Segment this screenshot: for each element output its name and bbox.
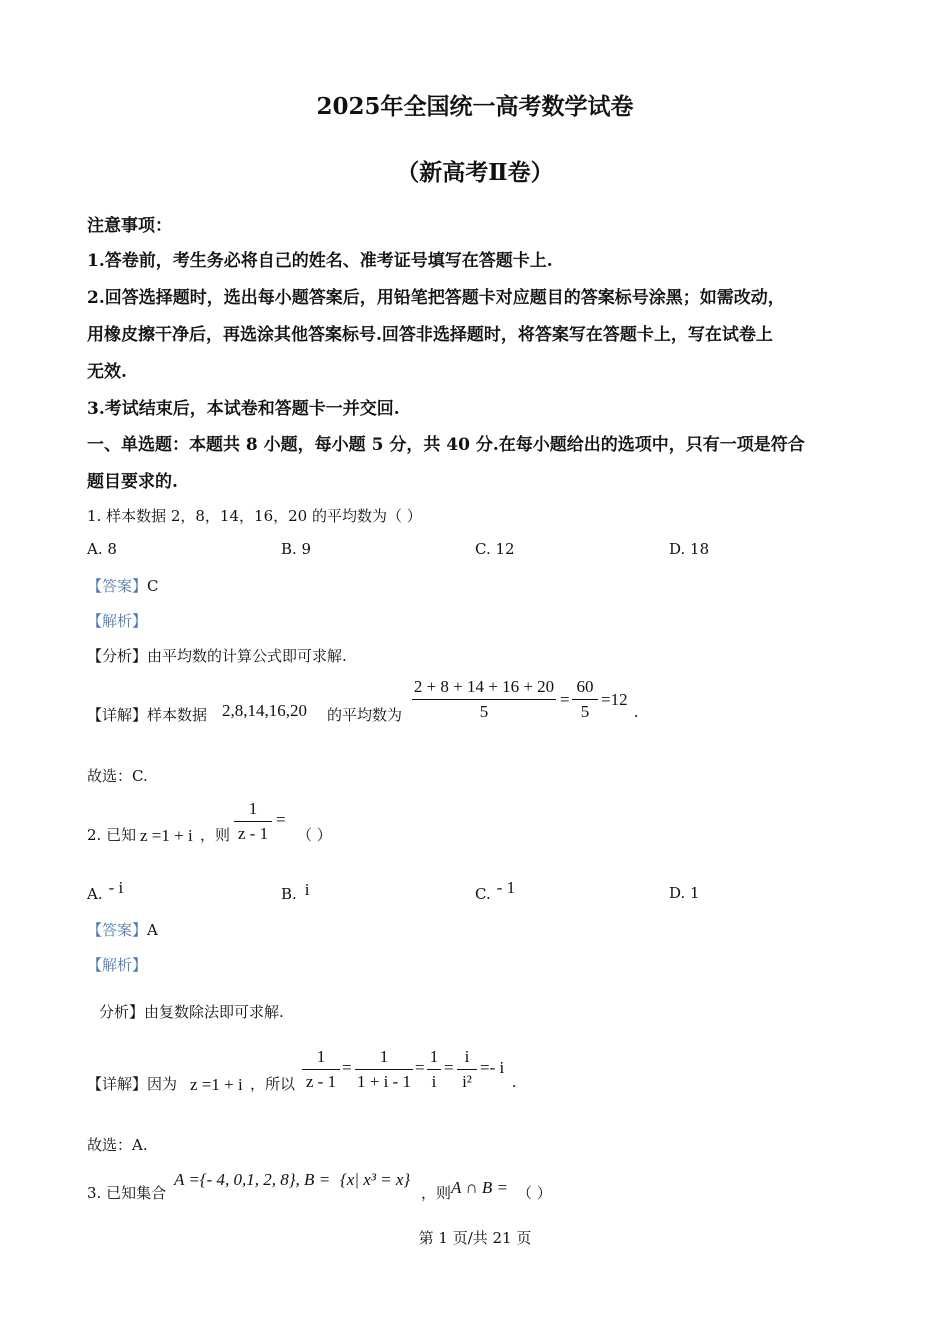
question-1-option-b: B. 9 xyxy=(281,540,312,558)
question-3-stem-then: ，则 xyxy=(421,1184,452,1202)
question-1-analysis-tag: 【解析】 xyxy=(87,612,148,630)
section-heading-line-2: 题目要求的. xyxy=(87,472,178,492)
notice-item-2-line-2: 用橡皮擦干净后，再选涂其他答案标号.回答非选择题时，将答案写在答题卡上，写在试卷上 xyxy=(87,325,773,345)
question-1-fraction-sum xyxy=(412,677,556,722)
question-2-result: =- i xyxy=(480,1058,505,1077)
question-1-fenxi: 【分析】由平均数的计算公式即可求解. xyxy=(87,647,347,665)
question-1-answer xyxy=(87,575,159,596)
question-3-paren: （ ） xyxy=(517,1184,552,1202)
question-2-detail-given: z =1 + i xyxy=(190,1075,243,1094)
question-1-detail-mid: 的平均数为 xyxy=(327,706,403,724)
question-1-detail-prefix: 【详解】样本数据 xyxy=(87,706,208,724)
option-math: i xyxy=(304,880,310,899)
fraction-bar xyxy=(427,1069,441,1070)
question-1-option-a: A. 8 xyxy=(87,540,117,558)
section-heading-line-1: 一、单选题：本题共 8 小题，每小题 5 分，共 40 分.在每小题给出的选项中，只有一项是符合 xyxy=(87,435,805,455)
notice-heading: 注意事项： xyxy=(87,216,172,236)
question-2-fraction-4 xyxy=(457,1047,477,1092)
question-2-given: z =1 + i xyxy=(140,826,193,845)
question-3-stem-prefix: 3. 已知集合 xyxy=(87,1184,167,1202)
fraction-bar xyxy=(302,1069,340,1070)
question-3-set-b: {x| x³ = x} xyxy=(340,1170,411,1189)
option-label: C. xyxy=(475,885,491,903)
question-2-detail-prefix: 【详解】因为 xyxy=(87,1075,178,1093)
question-2-option-c xyxy=(475,878,516,904)
question-1-equals: = xyxy=(560,690,570,709)
fraction-numerator: 2 + 8 + 14 + 16 + 20 xyxy=(413,677,555,696)
question-1-choose: 故选：C. xyxy=(87,767,148,785)
fraction-denominator: 5 xyxy=(479,702,489,721)
paper-title: 2025年全国统一高考数学试卷 xyxy=(316,93,634,120)
question-2-fraction-2 xyxy=(355,1047,413,1092)
question-2-option-a xyxy=(87,878,124,904)
question-1-period: . xyxy=(634,702,639,721)
answer-tag: 【答案】 xyxy=(87,921,148,939)
answer-value: C xyxy=(147,577,159,595)
fraction-bar xyxy=(572,699,598,700)
question-2-equals-1: = xyxy=(342,1058,352,1077)
question-2-paren: （ ） xyxy=(297,826,332,844)
fraction-denominator: i² xyxy=(462,1072,472,1091)
fraction-denominator: 5 xyxy=(580,702,590,721)
question-1-option-c: C. 12 xyxy=(475,540,515,558)
fraction-denominator: i xyxy=(431,1072,437,1091)
question-2-fraction-3 xyxy=(427,1047,441,1092)
fraction-denominator: 1 + i - 1 xyxy=(357,1072,411,1091)
question-2-detail-so: ，所以 xyxy=(250,1075,296,1093)
fraction-numerator: 1 xyxy=(316,1047,326,1066)
question-2-equals-2: = xyxy=(415,1058,425,1077)
question-2-fenxi: 分析】由复数除法即可求解. xyxy=(99,1003,284,1021)
question-2-option-b xyxy=(281,880,310,904)
question-3-intersection: A ∩ B = xyxy=(451,1178,508,1197)
fraction-numerator: 1 xyxy=(248,799,258,818)
option-math: - 1 xyxy=(496,878,516,897)
question-2-equals: = xyxy=(276,810,286,829)
option-label: A. xyxy=(87,885,103,903)
fraction-bar xyxy=(412,699,556,700)
fraction-numerator: 1 xyxy=(379,1047,389,1066)
notice-item-2-line-3: 无效. xyxy=(87,362,127,382)
fraction-denominator: z - 1 xyxy=(305,1072,337,1091)
fraction-numerator: 1 xyxy=(429,1047,439,1066)
fraction-bar xyxy=(234,821,272,822)
notice-item-2-line-1: 2.回答选择题时，选出每小题答案后，用铅笔把答题卡对应题目的答案标号涂黑；如需改动， xyxy=(87,288,785,308)
question-2-fraction-1 xyxy=(302,1047,340,1092)
question-2-choose: 故选：A. xyxy=(87,1136,148,1154)
fraction-bar xyxy=(457,1069,477,1070)
question-1-detail-data: 2,8,14,16,20 xyxy=(222,701,307,720)
question-1-option-d: D. 18 xyxy=(669,540,710,558)
fraction-bar xyxy=(355,1069,413,1070)
question-2-stem-then: ，则 xyxy=(200,826,231,844)
question-2-answer xyxy=(87,919,158,940)
fraction-numerator: 60 xyxy=(576,677,594,696)
question-2-analysis-tag: 【解析】 xyxy=(87,956,148,974)
question-2-stem-prefix: 2. 已知 xyxy=(87,826,137,844)
question-2-equals-3: = xyxy=(444,1058,454,1077)
fraction-denominator: z - 1 xyxy=(237,824,269,843)
question-1-fraction-60-5 xyxy=(572,677,598,722)
notice-item-3: 3.考试结束后，本试卷和答题卡一并交回. xyxy=(87,399,400,419)
question-2-option-d: D. 1 xyxy=(669,884,700,902)
answer-tag: 【答案】 xyxy=(87,577,148,595)
fraction-numerator: i xyxy=(464,1047,470,1066)
answer-value: A xyxy=(147,921,158,939)
question-1-stem: 1. 样本数据 2，8，14，16，20 的平均数为（ ） xyxy=(87,507,422,525)
question-2-period: . xyxy=(512,1072,517,1091)
question-1-result: =12 xyxy=(601,690,628,709)
question-2-fraction xyxy=(234,799,272,844)
notice-item-1: 1.答卷前，考生务必将自己的姓名、准考证号填写在答题卡上. xyxy=(87,251,553,271)
option-math: - i xyxy=(108,878,124,897)
page-number: 第 1 页/共 21 页 xyxy=(418,1229,532,1247)
paper-subtitle: （新高考Ⅱ卷） xyxy=(396,159,554,186)
question-3-set-a: A ={- 4, 0,1, 2, 8}, B = xyxy=(174,1170,331,1189)
option-label: B. xyxy=(281,885,297,903)
